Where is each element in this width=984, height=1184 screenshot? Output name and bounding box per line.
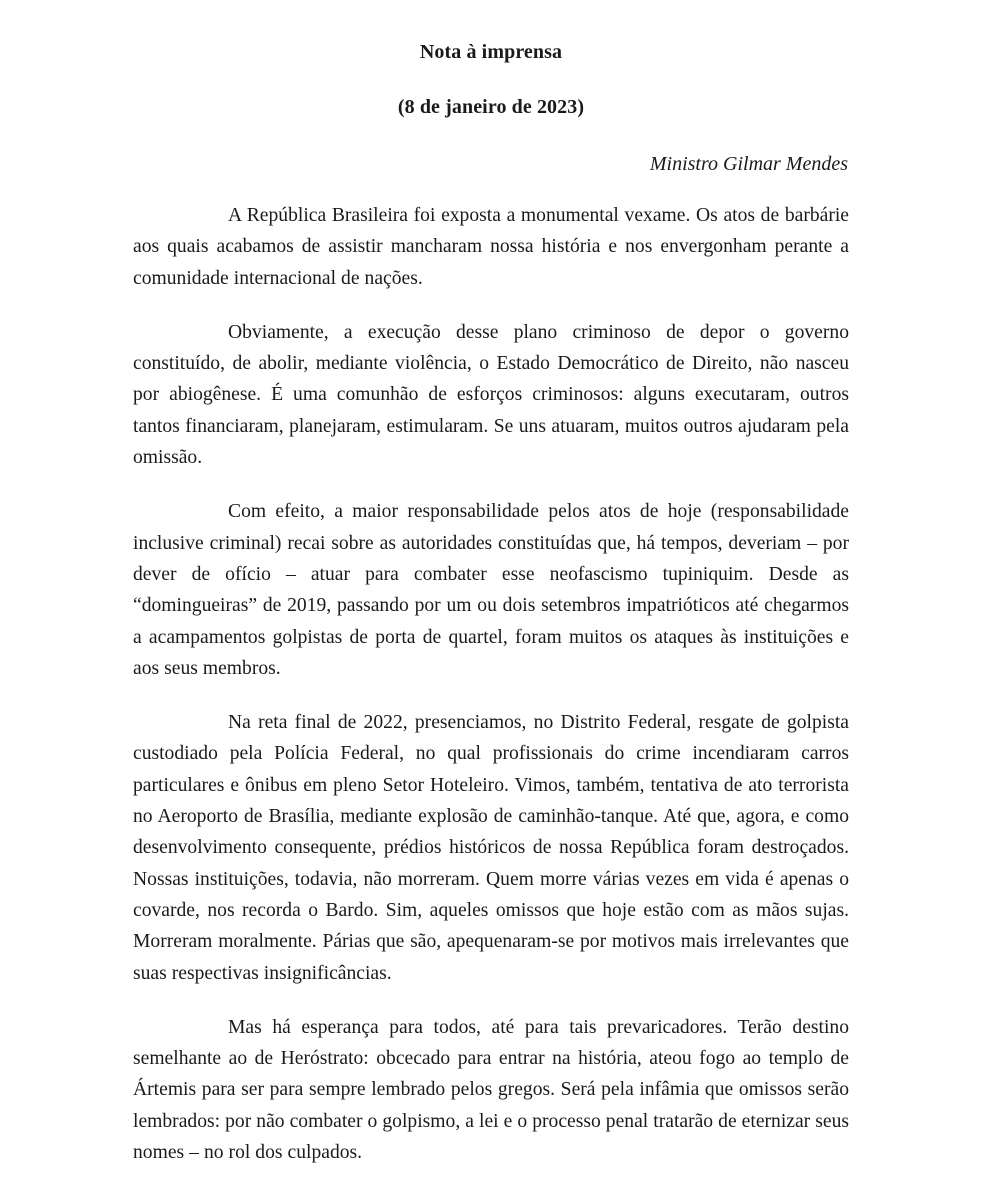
body-paragraph: Com efeito, a maior responsabilidade pelos atos de hoje (responsabilidade inclusive criminal) recai sobre as autoridades constituídas que, há tempos, deveriam – por dever de ofício – atuar para combater esse neofascismo tupiniquim. Desde as “domingueiras” de 2019, passando por um ou dois setembros impatrióticos até chegarmos a acampamentos golpistas de porta de quartel, foram muitos os ataques às instituições e aos seus membros. xyxy=(133,501,849,679)
document-body xyxy=(133,176,849,1168)
body-paragraph: Obviamente, a execução desse plano criminoso de depor o governo constituído, de abolir, mediante violência, o Estado Democrático de Direito, não nasceu por abiogênese. É uma comunhão de esforços criminosos: alguns executaram, outros tantos financiaram, planejaram, estimularam. Se uns atuaram, muitos outros ajudaram pela omissão. xyxy=(133,321,849,469)
body-paragraph: Mas há esperança para todos, até para tais prevaricadores. Terão destino semelhante ao de Heróstrato: obcecado para entrar na história, ateou fogo ao templo de Ártemis para ser para sempre lembrado pelos gregos. Será pela infâmia que omissos serão lembrados: por não combater o golpismo, a lei e o processo penal tratarão de eternizar seus nomes – no rol dos culpados. xyxy=(133,1016,849,1164)
body-paragraph: A República Brasileira foi exposta a monumental vexame. Os atos de barbárie aos quais acabamos de assistir mancharam nossa história e nos envergonham perante a comunidade internacional de nações. xyxy=(133,205,849,289)
body-paragraph: Na reta final de 2022, presenciamos, no Distrito Federal, resgate de golpista custodiado pela Polícia Federal, no qual profissionais do crime incendiaram carros particulares e ônibus em pleno Setor Hoteleiro. Vimos, também, tentativa de ato terrorista no Aeroporto de Brasília, mediante explosão de caminhão-tanque. Até que, agora, e como desenvolvimento consequente, prédios históricos de nossa República foram destroçados. Nossas instituições, todavia, não morreram. Quem morre várias vezes em vida é apenas o covarde, nos recorda o Bardo. Sim, aqueles omissos que hoje estão com as mãos sujas. Morreram moralmente. Párias que são, apequenaram-se por motivos mais irrelevantes que suas respectivas insignificâncias. xyxy=(133,712,849,984)
document-date-subtitle: (8 de janeiro de 2023) xyxy=(397,96,585,118)
document-content xyxy=(133,0,849,1168)
page-title: Nota à imprensa xyxy=(419,41,563,63)
author-byline: Ministro Gilmar Mendes xyxy=(649,153,848,175)
